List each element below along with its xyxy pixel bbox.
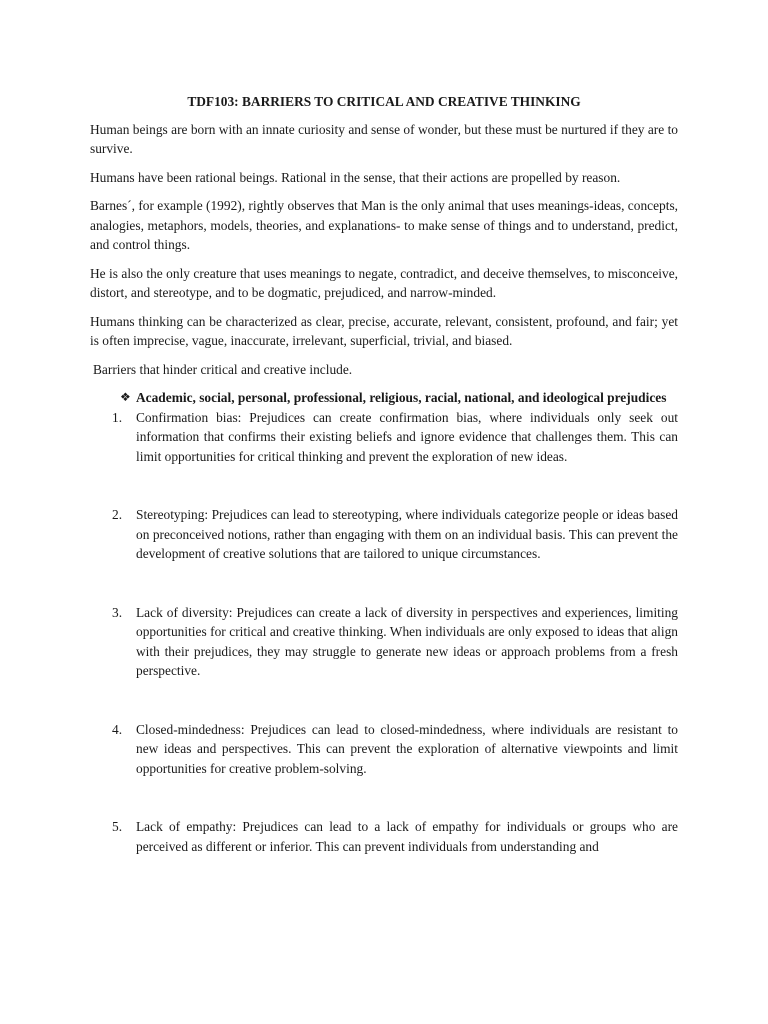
list-item-number: 5. xyxy=(112,819,123,834)
list-item xyxy=(90,817,678,856)
barriers-list xyxy=(90,408,678,857)
barriers-intro: Barriers that hinder critical and creative include. xyxy=(93,361,353,377)
diamond-bullet-icon: ❖ xyxy=(120,390,131,404)
prejudices-bullet-text: Academic, social, personal, professional, religious, racial, national, and ideological prejudices xyxy=(136,390,667,405)
list-item xyxy=(90,408,678,467)
list-item-text: Lack of empathy: Prejudices can lead to a lack of empathy for individuals or groups who are perceived as different or inferior. This can prevent individuals from understanding and xyxy=(136,819,678,854)
list-item-text: Closed-mindedness: Prejudices can lead to closed-mindedness, where individuals are resistant to new ideas and perspectives. This can prevent the exploration of alternative viewpoints and limit opportunities for creative problem-solving. xyxy=(136,721,678,776)
prejudices-bullet xyxy=(120,388,678,408)
list-item xyxy=(90,603,678,681)
list-item xyxy=(90,720,678,779)
list-item-text: Confirmation bias: Prejudices can create confirmation bias, where individuals only seek out information that confirms their existing beliefs and ignore evidence that challenges them. This can limit opportunities for critical thinking and prevent the exploration of new ideas. xyxy=(136,409,678,464)
paragraph-thinking: Humans thinking can be characterized as clear, precise, accurate, relevant, consistent, profound, and fair; yet is often imprecise, vague, inaccurate, irrelevant, superficial, trivial, and biased. xyxy=(90,313,678,348)
list-item-number: 4. xyxy=(112,721,123,737)
paragraph-barnes: Barnes´, for example (1992), rightly observes that Man is the only animal that uses meanings-ideas, concepts, analogies, metaphors, models, theories, and explanations- to make sense of things and to understand, predict, and control things. xyxy=(90,198,678,252)
paragraph-curiosity: Human beings are born with an innate curiosity and sense of wonder, but these must be nurtured if they are to survive. xyxy=(90,121,678,156)
list-item-text: Lack of diversity: Prejudices can create a lack of diversity in perspectives and experiences, limiting opportunities for critical and creative thinking. When individuals are only exposed to ideas that align with their prejudices, they may struggle to generate new ideas or approach problems from a fresh perspective. xyxy=(136,604,678,678)
list-item xyxy=(90,505,678,564)
list-item-number: 1. xyxy=(112,409,123,425)
document-page xyxy=(90,92,678,856)
paragraph-creature: He is also the only creature that uses meanings to negate, contradict, and deceive themselves, to misconceive, distort, and stereotype, and to be dogmatic, prejudiced, and narrow-minded. xyxy=(90,265,678,300)
paragraph-rational: Humans have been rational beings. Rational in the sense, that their actions are propelled by reason. xyxy=(90,169,621,185)
list-item-number: 2. xyxy=(112,507,123,522)
document-title: TDF103: BARRIERS TO CRITICAL AND CREATIVE THINKING xyxy=(187,94,581,109)
list-item-number: 3. xyxy=(112,604,123,620)
list-item-text: Stereotyping: Prejudices can lead to stereotyping, where individuals categorize people or ideas based on preconceived notions, rather than engaging with them on an individual basis. This can prevent the development of creative solutions that are tailored to unique circumstances. xyxy=(136,507,678,561)
